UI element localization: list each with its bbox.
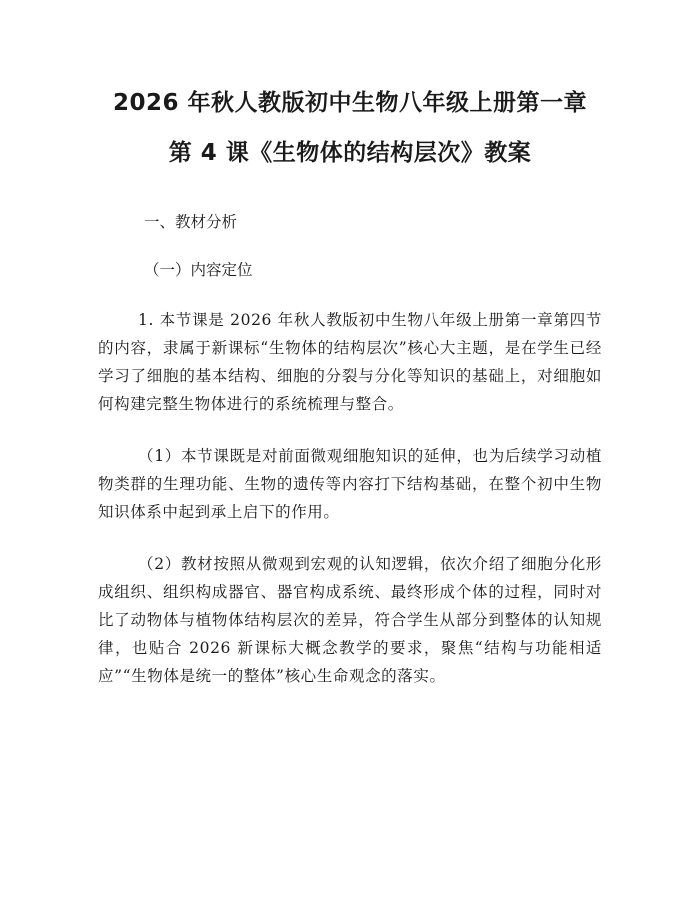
section-heading: 一、教材分析	[144, 213, 238, 231]
document-title-line-2: 第 4 课《生物体的结构层次》教案	[168, 140, 532, 166]
paragraph-point-2: （2）教材按照从微观到宏观的认知逻辑，依次介绍了细胞分化形成组织、组织构成器官、器官构成系统、最终形成个体的过程，同时对比了动物体与植物体结构层次的差异，符合学生从部分到整体的认知规律，也贴合 2026 新课标大概念教学的要求，聚焦“结构与功能相适应”“生物体是统一的整体”核心生命观念的落实。	[98, 555, 602, 685]
paragraph-content-positioning: 1. 本节课是 2026 年秋人教版初中生物八年级上册第一章第四节的内容，隶属于新课标“生物体的结构层次”核心大主题，是在学生已经学习了细胞的基本结构、细胞的分裂与分化等知识的基础上，对细胞如何构建完整生物体进行的系统梳理与整合。	[98, 311, 602, 413]
subsection-heading: （一）内容定位	[144, 261, 253, 279]
paragraph-point-1: （1）本节课既是对前面微观细胞知识的延伸，也为后续学习动植物类群的生理功能、生物的遗传等内容打下结构基础，在整个初中生物知识体系中起到承上启下的作用。	[98, 447, 602, 521]
document-title-line-1: 2026 年秋人教版初中生物八年级上册第一章	[112, 90, 588, 116]
